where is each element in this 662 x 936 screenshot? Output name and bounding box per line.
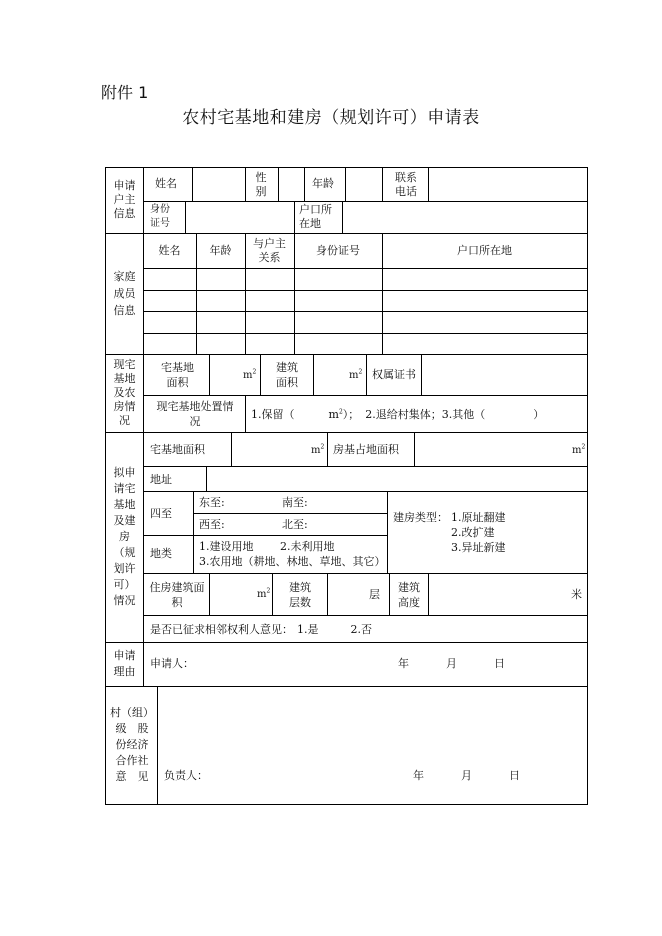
build-type-label: 建房类型： (393, 511, 448, 524)
village-opinion-field[interactable] (158, 687, 587, 804)
proposed-address-label: 地址 (150, 473, 172, 486)
annex-label: 附件 1 (101, 83, 149, 102)
divider (313, 354, 314, 395)
section-current-label (108, 354, 141, 432)
village-year: 年 (413, 769, 424, 782)
family-row[interactable] (144, 291, 587, 311)
village-label-line: 级 股 (115, 722, 149, 735)
applicant-phone-label (388, 168, 424, 201)
land-option-unused[interactable]: 2.未利用地 (280, 540, 335, 553)
divider (389, 573, 390, 615)
family-col-hukou: 户口所在地 (457, 244, 512, 257)
divider (382, 167, 383, 201)
divider (387, 491, 388, 573)
proposed-homestead-area-unit (311, 443, 324, 458)
applicant-age-field[interactable] (346, 168, 382, 201)
unit-m: m (311, 445, 321, 456)
divider (231, 432, 232, 466)
section-village-label (110, 705, 154, 785)
boundary-south: 南至: (282, 496, 308, 509)
family-row[interactable] (144, 312, 587, 333)
divider (193, 513, 387, 514)
family-col-relation (245, 234, 294, 268)
unit-sup: 2 (338, 408, 343, 416)
applicant-id-label: 身份证号 (150, 204, 170, 229)
disposal-option-other-end: ） (533, 408, 545, 421)
current-building-area-text: 建筑面积 (276, 361, 298, 389)
unit-sup: 2 (252, 368, 257, 376)
section-family-text: 家庭成员信息 (113, 270, 136, 317)
family-col-id: 身份证号 (316, 244, 360, 257)
current-homestead-area-label (150, 355, 205, 395)
applicant-phone-field[interactable] (429, 168, 587, 201)
proposed-boundaries-label: 四至 (150, 507, 172, 520)
proposed-height-text: 建筑高度 (398, 580, 420, 609)
divider (294, 201, 295, 233)
divider (304, 167, 305, 201)
village-person-label: 负责人： (164, 769, 208, 782)
applicant-name-field[interactable] (193, 168, 244, 201)
divider (209, 354, 210, 395)
applicant-gender-field[interactable] (279, 168, 304, 201)
current-disposal-label (150, 396, 240, 432)
boundary-north: 北至: (282, 518, 308, 531)
land-option-construction[interactable]: 1.建设用地 (199, 540, 254, 553)
reason-month: 月 (446, 657, 457, 670)
proposed-floor-area-label (148, 574, 206, 615)
table-border-left (105, 167, 106, 805)
current-title-cert-field[interactable] (422, 355, 587, 395)
divider (105, 642, 588, 643)
family-col-name: 姓名 (158, 244, 181, 257)
village-month: 月 (461, 769, 472, 782)
village-label-line: 意 见 (115, 770, 149, 783)
divider (193, 491, 194, 573)
land-option-agricultural[interactable]: 3.农用地（耕地、林地、草地、其它） (199, 555, 386, 568)
section-current-text: 现宅基地及农房情况 (113, 358, 136, 427)
applicant-hukou-label: 户口所在地 (299, 203, 332, 230)
applicant-age-label: 年龄 (312, 177, 334, 190)
divider (245, 395, 246, 432)
proposed-floor-area-unit (257, 587, 270, 602)
disposal-option-keep-end: ）； (342, 408, 360, 421)
divider (105, 233, 588, 234)
divider (105, 432, 588, 433)
section-applicant-label (108, 167, 141, 233)
reason-day: 日 (494, 657, 505, 670)
current-homestead-area-unit (243, 368, 256, 383)
table-border-right (587, 167, 588, 805)
current-disposal-text: 现宅基地处置情况 (156, 400, 234, 428)
unit-m: m (572, 445, 582, 456)
unit-sup: 2 (581, 443, 586, 451)
proposed-floors-label (277, 574, 323, 615)
disposal-option-return: 2.退给村集体； (365, 408, 442, 421)
section-family-label (108, 233, 141, 354)
unit-m: m (243, 370, 253, 381)
applicant-id-field[interactable] (186, 202, 294, 233)
section-reason-label (108, 642, 141, 686)
current-disposal-options[interactable] (251, 407, 544, 422)
applicant-gender-label (250, 168, 272, 201)
proposed-floors-unit: 层 (369, 588, 380, 601)
proposed-floors-text: 建筑层数 (289, 580, 311, 609)
divider (260, 354, 261, 395)
form-title: 农村宅基地和建房（规划许可）申请表 (182, 108, 480, 128)
boundary-east: 东至: (199, 496, 225, 509)
divider (245, 167, 246, 201)
build-type-option-expand[interactable]: 2.改扩建 (451, 526, 495, 539)
unit-m: m (328, 408, 339, 421)
neighbor-option-no[interactable]: 2.否 (350, 623, 372, 636)
unit-sup: 2 (320, 443, 325, 451)
divider (327, 432, 328, 466)
section-proposed-label (108, 432, 141, 642)
divider (143, 491, 588, 492)
build-type-option-rebuild[interactable]: 1.原址翻建 (451, 511, 506, 524)
section-proposed-text: 拟申请宅基地及建房（规划许可）情况 (113, 466, 136, 607)
proposed-height-unit: 米 (571, 588, 582, 601)
family-row[interactable] (144, 269, 587, 290)
applicant-gender-text: 性别 (255, 170, 267, 198)
village-label-line: 份经济 (115, 738, 149, 751)
divider (209, 573, 210, 615)
applicant-name-label: 姓名 (155, 177, 177, 190)
divider (327, 573, 328, 615)
proposed-floor-area-text: 住房建筑面积 (149, 580, 205, 609)
unit-m: m (257, 589, 267, 600)
neighbor-consent (150, 622, 372, 637)
current-title-cert-label: 权属证书 (372, 368, 416, 381)
proposed-address-field[interactable] (207, 467, 587, 491)
applicant-hukou-field[interactable] (343, 202, 587, 233)
reason-applicant-label: 申请人： (150, 657, 194, 670)
build-type-option-new-site[interactable]: 3.异址新建 (451, 541, 506, 554)
disposal-option-other: 3.其他（ (441, 408, 486, 421)
current-building-area-label (266, 355, 308, 395)
proposed-height-label (392, 574, 426, 615)
applicant-phone-text: 联系电话 (395, 170, 417, 198)
disposal-option-keep: 1.保留（ (251, 408, 295, 421)
village-label-line: 村（组） (110, 706, 154, 719)
unit-m: m (349, 370, 359, 381)
boundary-west: 西至: (199, 518, 225, 531)
reason-year: 年 (398, 657, 409, 670)
divider (272, 573, 273, 615)
divider (143, 535, 387, 536)
neighbor-option-yes[interactable]: 1.是 (297, 623, 319, 636)
family-col-age: 年龄 (209, 244, 232, 257)
table-border-bottom (105, 804, 588, 805)
land-type-label: 地类 (150, 547, 172, 560)
unit-sup: 2 (358, 368, 363, 376)
family-col-relation-text: 与户主关系 (253, 237, 286, 264)
section-reason-text: 申请理由 (113, 649, 136, 678)
current-building-area-unit (349, 368, 362, 383)
divider (428, 573, 429, 615)
family-row[interactable] (144, 334, 587, 354)
village-day: 日 (509, 769, 520, 782)
current-homestead-area-text: 宅基地面积 (161, 361, 194, 389)
divider (366, 354, 367, 395)
divider (143, 615, 588, 616)
unit-sup: 2 (266, 587, 271, 595)
divider (414, 432, 415, 466)
section-applicant-text: 申请户主信息 (113, 179, 136, 220)
proposed-footprint-unit (572, 443, 585, 458)
proposed-footprint-label: 房基占地面积 (333, 443, 399, 456)
neighbor-consent-question: 是否已征求相邻权利人意见： (150, 623, 293, 636)
village-label-line: 合作社 (115, 754, 149, 767)
proposed-homestead-area-label: 宅基地面积 (150, 443, 205, 456)
